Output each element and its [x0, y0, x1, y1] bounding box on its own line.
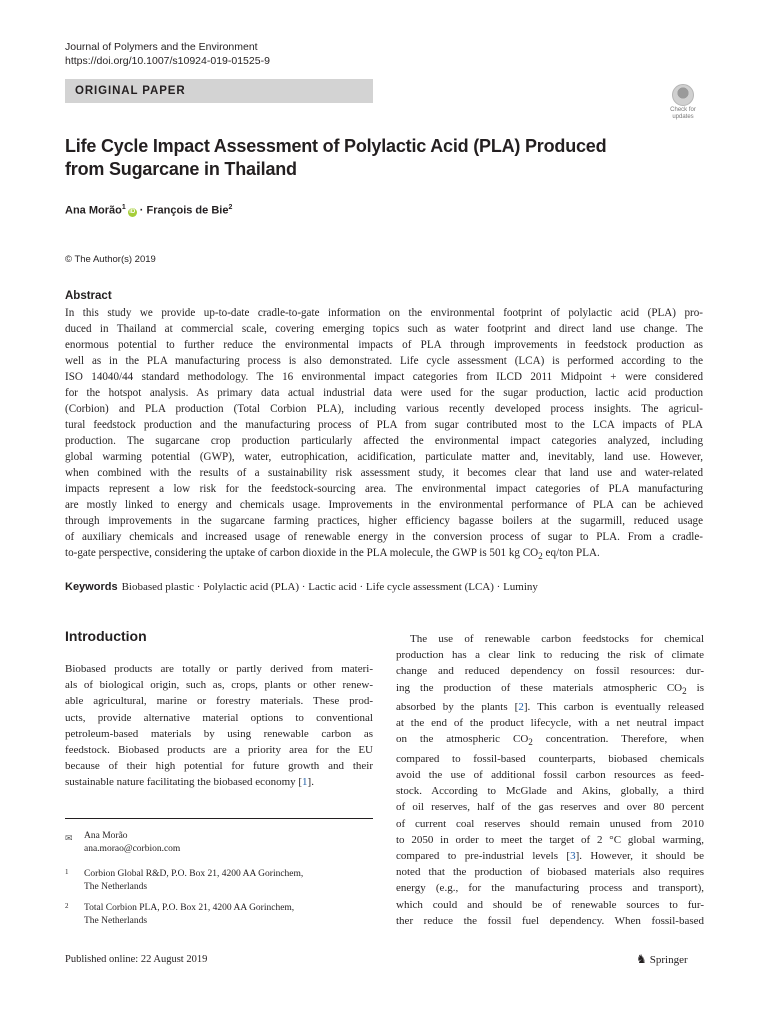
section-heading-introduction: Introduction — [65, 628, 147, 644]
body-text: concentration. Therefore, when — [532, 733, 705, 746]
body-line: to 2050 in order to meet the target of 2 °C global warming, — [396, 833, 704, 846]
abstract-line: through improvements in the sugarcane farming practices, higher efficiency bagasse boilers at the sugarmill, reduced usage — [65, 515, 703, 527]
body-line: als of biological origin, such as, crops, plants or other renew- — [65, 679, 373, 692]
abstract-line: when combined with the results of a sustainability risk assessment study, it becomes clear that land use and water-related — [65, 467, 703, 479]
body-line: of oil reserves, half of the gas reserves and over 80 percent — [396, 801, 704, 814]
body-line: of current coal reserves should remain unused from 2010 — [396, 817, 704, 830]
body-line: energy (e.g., for the manufacturing process and transport), — [396, 882, 704, 895]
body-text: ing the production of these materials atmospheric CO — [396, 681, 683, 694]
affiliation-footnote — [65, 868, 303, 894]
abstract-body — [65, 305, 703, 565]
author-name[interactable]: Ana Morão — [65, 204, 122, 217]
abstract-line: for the hotspot analysis. As primary data actual industrial data were used for the sugar production, lactic acid production — [65, 387, 703, 399]
orcid-icon[interactable]: iD — [129, 208, 136, 215]
check-updates-label: Check for updates — [670, 107, 696, 120]
contact-footnote — [65, 830, 180, 856]
body-line: ucts, provide alternative material options to conventional — [65, 711, 373, 724]
affiliation-marker: 2 — [228, 204, 233, 211]
check-for-updates-badge[interactable] — [662, 84, 704, 126]
subscript: 2 — [528, 737, 533, 748]
body-line — [396, 699, 704, 715]
body-line — [65, 774, 373, 790]
contact-email[interactable]: ana.morao@corbion.com — [84, 844, 181, 854]
check-updates-icon — [672, 84, 694, 106]
abstract-line: global warming potential (GWP), water, eutrophication, acidification, particulate matter and, inevitably, land use. However, — [65, 451, 703, 463]
author-separator: · — [136, 204, 147, 217]
body-line: Biobased products are totally or partly derived from materi- — [65, 663, 373, 675]
abstract-line: impacts represent a low risk for the feedstock-sourcing area. The environmental impact categories of PLA manufacturing — [65, 483, 703, 495]
paper-title — [65, 135, 665, 181]
body-text: ]. — [307, 776, 314, 789]
journal-name: Journal of Polymers and the Environment — [65, 41, 258, 53]
title-line: from Sugarcane in Thailand — [65, 159, 297, 179]
abstract-text: to-gate perspective, considering the uptake of carbon dioxide in the PLA molecule, the GWP is 501 kg CO — [65, 547, 539, 559]
body-line: production has a clear link to reducing the risk of climate — [396, 649, 704, 662]
body-text: absorbed by the plants [ — [396, 701, 519, 713]
body-line: change and reduced dependency on fossil resources: dur- — [396, 665, 704, 678]
doi-link[interactable]: https://doi.org/10.1007/s10924-019-01525-9 — [65, 55, 270, 67]
abstract-line: tural feedstock production and the manufacturing process of PLA from sugar contributed most to the LCA impacts of PLA — [65, 419, 703, 431]
contact-name: Ana Morão — [84, 831, 128, 841]
author-name[interactable]: François de Bie — [146, 204, 229, 217]
body-text: sustainable nature facilitating the biobased economy [ — [65, 776, 303, 789]
body-line: compared to fossil-based counterparts, biobased chemicals — [396, 752, 704, 765]
citation-link[interactable]: 3 — [570, 850, 576, 863]
body-line: noted that the production of biobased materials also requires — [396, 866, 704, 879]
body-text: ]. This carbon is eventually released — [523, 701, 704, 713]
abstract-line: well as in the PLA manufacturing process is also demonstrated. Life cycle assessment (LCA) is performed according to the — [65, 355, 703, 367]
body-text: compared to pre-industrial levels [ — [396, 850, 571, 863]
abstract-line: are mostly linked to energy and chemicals usage. Improvements in the environmental performance of PLA can be achieved — [65, 499, 703, 511]
copyright-notice: © The Author(s) 2019 — [65, 254, 156, 265]
author-list — [65, 204, 232, 217]
body-line: feedstock. Biobased products are a priority area for the EU — [65, 744, 373, 757]
keywords-label: Keywords — [65, 581, 118, 593]
springer-horse-icon: ♞ — [636, 952, 647, 966]
abstract-line: of auxiliary chemicals and increased usage of renewable energy in the conversion process of sugar to PLA. From a cradle- — [65, 531, 703, 543]
intro-left-column — [65, 661, 373, 791]
body-line: avoid the use of additional fossil carbon resources as feed- — [396, 769, 704, 781]
intro-right-column — [396, 631, 704, 929]
envelope-icon: ✉ — [65, 833, 73, 843]
affiliation-line: The Netherlands — [84, 916, 148, 926]
affiliation-number: 1 — [65, 868, 69, 876]
affiliation-marker: 1 — [121, 204, 126, 211]
abstract-line: production. The sugarcane crop production particularly affected the environmental impact categories analyzed, including — [65, 435, 703, 447]
title-line: Life Cycle Impact Assessment of Polylactic Acid (PLA) Produced — [65, 136, 607, 156]
body-text: is — [686, 681, 704, 694]
affiliation-line: Corbion Global R&D, P.O. Box 21, 4200 AA Gorinchem, — [84, 869, 304, 879]
abstract-heading: Abstract — [65, 290, 112, 302]
publisher-name: Springer — [649, 954, 688, 966]
body-line: The use of renewable carbon feedstocks for chemical — [410, 633, 704, 645]
journal-header — [65, 40, 270, 68]
body-line: petroleum-based materials by using renewable carbon as — [65, 727, 373, 740]
body-line: ther reduce the fossil fuel dependency. When fossil-based — [396, 914, 704, 927]
citation-link[interactable]: 2 — [518, 701, 524, 713]
subscript: 2 — [682, 685, 687, 696]
article-type-banner: ORIGINAL PAPER — [65, 79, 373, 103]
body-line: which could and should be of renewable sources to fur- — [396, 898, 704, 911]
affiliation-number: 2 — [65, 902, 69, 910]
publisher-logo — [636, 952, 688, 967]
abstract-text: eq/ton PLA. — [542, 547, 600, 559]
abstract-line: (Corbion) and PLA production (Total Corbion PLA), including various recently developed process insights. The agricul- — [65, 403, 703, 415]
body-text: on the atmospheric CO — [396, 733, 529, 746]
body-line — [396, 680, 704, 699]
abstract-line: duced in Thailand at commercial scale, covering emerging topics such as water footprint and direct land use change. The — [65, 323, 703, 335]
keywords — [65, 581, 538, 593]
keywords-list: Biobased plastic · Polylactic acid (PLA) · Lactic acid · Life cycle assessment (LCA) · Luminy — [121, 581, 538, 593]
affiliation-line: Total Corbion PLA, P.O. Box 21, 4200 AA Gorinchem, — [84, 903, 295, 913]
body-line: because of their high potential for future growth and their — [65, 760, 373, 773]
abstract-line: ISO 14040/44 standard methodology. The 16 environmental impact categories from ILCD 2011 Midpoint + were considered — [65, 371, 703, 383]
body-line — [396, 848, 704, 864]
subscript: 2 — [538, 552, 543, 563]
citation-link[interactable]: 1 — [302, 776, 308, 789]
published-date: Published online: 22 August 2019 — [65, 954, 208, 965]
affiliation-footnote — [65, 902, 294, 928]
affiliation-line: The Netherlands — [84, 882, 148, 892]
body-text: ]. However, it should be — [575, 850, 704, 863]
body-line: stock. According to McGlade and Akins, globally, a third — [396, 785, 704, 798]
body-line: at the end of the product lifecycle, with a net neutral impact — [396, 717, 704, 730]
body-line: able agricultural, marine or forestry materials. These prod- — [65, 695, 373, 708]
footnote-divider — [65, 818, 373, 819]
body-line — [396, 731, 704, 750]
abstract-line: In this study we provide up-to-date cradle-to-gate information on the environmental footprint of polylactic acid (PLA) pro- — [65, 307, 703, 319]
abstract-line: enormous potential to further reduce the environmental impacts of PLA through improvements in feedstock production as — [65, 339, 703, 351]
abstract-line — [65, 545, 703, 565]
